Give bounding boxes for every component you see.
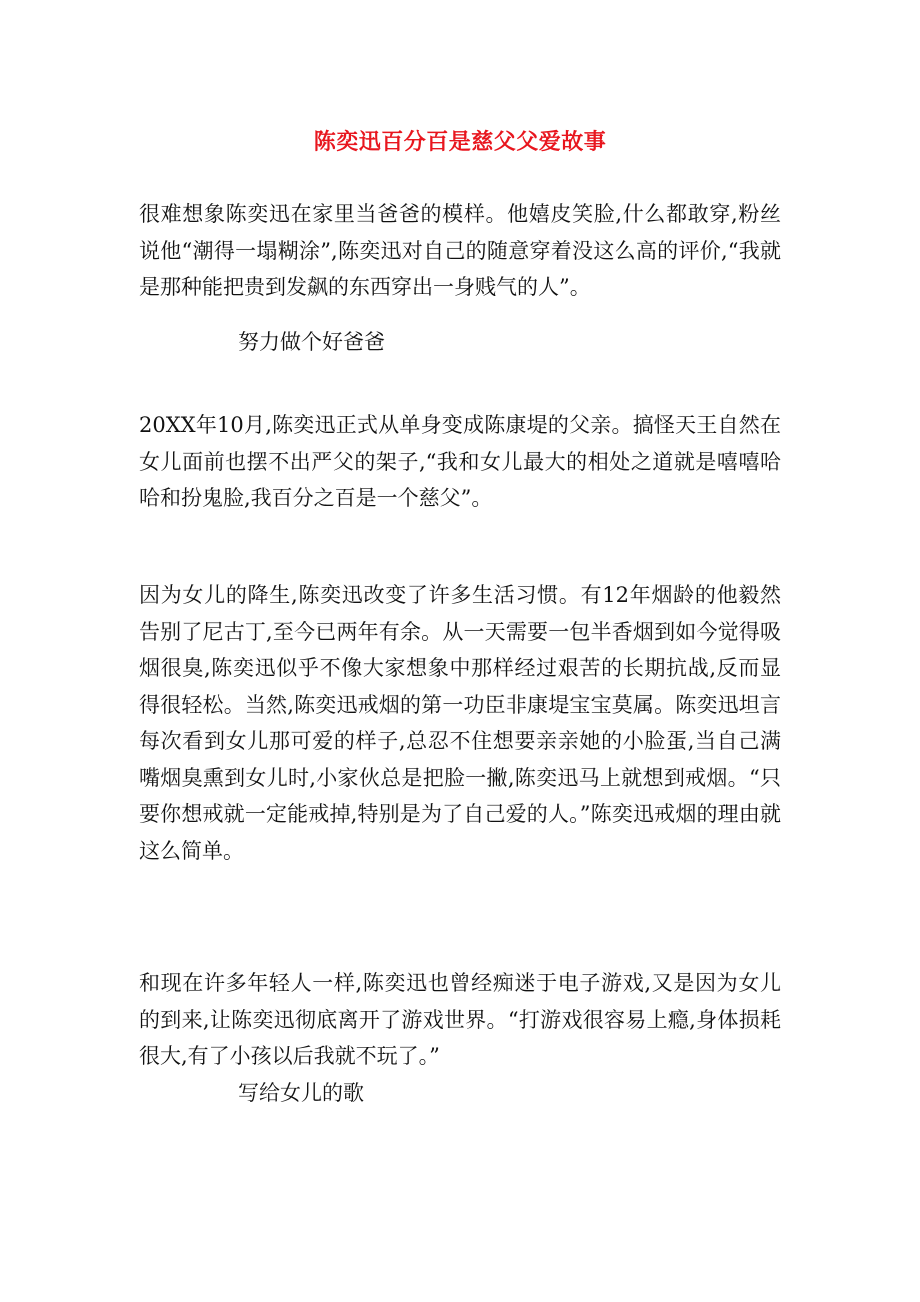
body-paragraph: 和现在许多年轻人一样,陈奕迅也曾经痴迷于电子游戏,又是因为女儿的到来,让陈奕迅彻底离开了游戏世界。“打游戏很容易上瘾,身体损耗很大,有了小孩以后我就不玩了。”	[139, 971, 781, 1068]
section-heading: 写给女儿的歌	[238, 1081, 364, 1105]
body-paragraph: 很难想象陈奕迅在家里当爸爸的模样。他嬉皮笑脸,什么都敢穿,粉丝说他“潮得一塌糊涂”,陈奕迅对自己的随意穿着没这么高的评价,“我就是那种能把贵到发飙的东西穿出一身贱气的人”。	[139, 202, 781, 299]
section-heading: 努力做个好爸爸	[238, 330, 385, 354]
body-paragraph: 因为女儿的降生,陈奕迅改变了许多生活习惯。有12年烟龄的他毅然告别了尼古丁,至今已两年有余。从一天需要一包半香烟到如今觉得吸烟很臭,陈奕迅似乎不像大家想象中那样经过艰苦的长期抗战,反而显得很轻松。当然,陈奕迅戒烟的第一功臣非康堤宝宝莫属。陈奕迅坦言每次看到女儿那可爱的样子,总忍不住想要亲亲她的小脸蛋,当自己满嘴烟臭熏到女儿时,小家伙总是把脸一撇,陈奕迅马上就想到戒烟。“只要你想戒就一定能戒掉,特别是为了自己爱的人。”陈奕迅戒烟的理由就这么简单。	[139, 583, 781, 863]
document-title: 陈奕迅百分百是慈父父爱故事	[313, 128, 607, 155]
body-paragraph: 20XX年10月,陈奕迅正式从单身变成陈康堤的父亲。搞怪天王自然在女儿面前也摆不出严父的架子,“我和女儿最大的相处之道就是嘻嘻哈哈和扮鬼脸,我百分之百是一个慈父”。	[139, 413, 781, 510]
